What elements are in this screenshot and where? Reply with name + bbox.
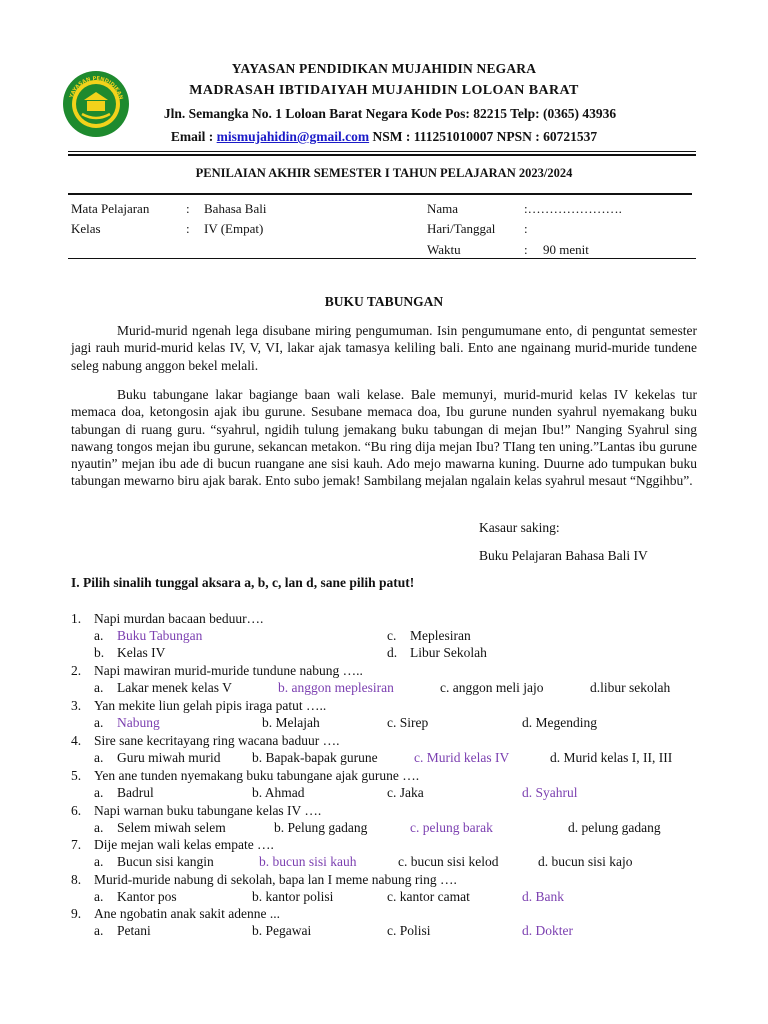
answer-option[interactable] [252,889,333,905]
question-number: 5. [71,768,82,783]
header-divider-thin [68,151,696,152]
option-letter: a. [94,680,104,695]
question-number: 4. [71,733,82,748]
option-text: c. Polisi [387,923,431,938]
option-text: b. kantor polisi [252,889,334,904]
option-letter: a. [94,820,104,835]
name-label: Nama [427,201,459,216]
question-number: 8. [71,872,82,887]
class-value: IV (Empat) [204,221,264,236]
question-number: 7. [71,837,82,852]
answer-option[interactable] [252,785,305,801]
option-letter: a. [94,854,104,869]
selected-option-text: Buku Tabungan [117,628,203,643]
selected-option-text: c. pelung barak [410,820,493,835]
subject-label: Mata Pelajaran [71,201,150,216]
answer-option[interactable] [262,715,320,731]
question-3 [71,698,326,714]
answer-option[interactable] [94,645,165,661]
option-text: Badrul [117,785,154,800]
answer-option[interactable] [387,889,470,905]
option-text: c. kantor camat [387,889,470,904]
option-text: Libur Sekolah [410,645,487,660]
answer-option[interactable] [387,628,471,644]
question-text: Yen ane tunden nyemakang buku tabungane ajak gurune …. [94,768,420,783]
question-number: 1. [71,611,82,626]
option-letter: d. [387,645,398,660]
option-text: d.libur sekolah [590,680,671,695]
info-divider [68,258,696,259]
subject-colon: : [186,201,190,216]
answer-option[interactable] [94,854,214,870]
option-text: c. Sirep [387,715,429,730]
question-4 [71,733,340,749]
answer-option[interactable] [568,820,661,836]
source-value: Buku Pelajaran Bahasa Bali IV [479,548,648,563]
option-text: d. Murid kelas I, II, III [550,750,673,765]
date-label: Hari/Tanggal [427,221,496,236]
option-text: Kelas IV [117,645,166,660]
school-ids: NSM : 111251010007 NPSN : 60721537 [369,129,598,144]
question-text: Sire sane kecritayang ring wacana baduur …. [94,733,340,748]
answer-option[interactable] [94,715,160,731]
answer-option[interactable] [538,854,633,870]
header-divider-thick [68,154,696,156]
reading-paragraph-1: Murid-murid ngenah lega disubane miring pengumuman. Isin pengumumane ento, di penguntat semester jagi rauh murid-murid kelas IV, V, VI, lakar ajak tamasya keliling bali. Ento ane ngainang murid-muride tundene seleg nabung anggon bekel melali. [71,323,697,373]
option-text: b. Melajah [262,715,320,730]
selected-option-text: d. Bank [522,889,564,904]
question-7 [71,837,274,853]
option-text: Lakar menek kelas V [117,680,232,695]
selected-option-text: d. Dokter [522,923,573,938]
option-letter: c. [387,628,397,643]
answer-option[interactable] [414,750,509,766]
question-text: Napi warnan buku tabungane kelas IV …. [94,803,322,818]
question-text: Yan mekite liun gelah pipis iraga patut ….. [94,698,327,713]
answer-option[interactable] [94,820,226,836]
question-5 [71,768,419,784]
time-value: 90 menit [543,242,589,257]
answer-option[interactable] [94,750,221,766]
answer-option[interactable] [522,923,573,939]
option-text: b. Pelung gadang [274,820,368,835]
answer-option[interactable] [410,820,493,836]
selected-option-text: Nabung [117,715,160,730]
question-8 [71,872,457,888]
answer-option[interactable] [252,923,311,939]
answer-option[interactable] [94,628,202,644]
school-seal-logo [62,70,130,138]
option-text: Kantor pos [117,889,177,904]
answer-option[interactable] [94,923,151,939]
question-text: Napi murdan bacaan beduur…. [94,611,264,626]
answer-option[interactable] [94,889,177,905]
selected-option-text: c. Murid kelas IV [414,750,510,765]
answer-option[interactable] [398,854,499,870]
answer-option[interactable] [94,680,232,696]
question-6 [71,803,321,819]
option-text: b. Pegawai [252,923,312,938]
answer-option[interactable] [522,715,597,731]
source-label: Kasaur saking: [479,520,560,535]
answer-option[interactable] [522,785,578,801]
exam-title: PENILAIAN AKHIR SEMESTER I TAHUN PELAJARAN 2023/2024 [195,166,573,180]
answer-option[interactable] [387,923,431,939]
option-text: c. Jaka [387,785,424,800]
question-9 [71,906,280,922]
foundation-name: YAYASAN PENDIDIKAN MUJAHIDIN NEGARA [231,61,537,76]
option-text: d. bucun sisi kajo [538,854,633,869]
answer-option[interactable] [440,680,543,696]
option-letter: a. [94,750,104,765]
question-number: 9. [71,906,82,921]
question-number: 3. [71,698,82,713]
option-text: Bucun sisi kangin [117,854,214,869]
title-divider [68,193,692,195]
email-label: Email : [170,129,217,144]
time-colon: : [524,242,528,257]
school-address: Jln. Semangka No. 1 Loloan Barat Negara Kode Pos: 82215 Telp: (0365) 43936 [163,106,617,121]
answer-option[interactable] [387,785,424,801]
option-text: c. bucun sisi kelod [398,854,499,869]
answer-option[interactable] [94,785,154,801]
option-text: b. Ahmad [252,785,305,800]
name-value: :…………………. [524,201,622,216]
section-instruction: I. Pilih sinalih tunggal aksara a, b, c, lan d, sane pilih patut! [71,575,415,590]
answer-option[interactable] [550,750,672,766]
option-text: Selem miwah selem [117,820,226,835]
option-letter: a. [94,628,104,643]
answer-option[interactable] [387,645,487,661]
option-letter: a. [94,785,104,800]
class-label: Kelas [71,221,101,236]
answer-option[interactable] [590,680,670,696]
option-text: Meplesiran [410,628,471,643]
reading-title: BUKU TABUNGAN [324,294,444,309]
school-name: MADRASAH IBTIDAIYAH MUJAHIDIN LOLOAN BARAT [189,83,579,98]
question-text: Dije mejan wali kelas empate …. [94,837,274,852]
option-text: c. anggon meli jajo [440,680,544,695]
selected-option-text: b. anggon meplesiran [278,680,394,695]
selected-option-text: b. bucun sisi kauh [259,854,357,869]
option-letter: a. [94,715,104,730]
option-text: b. Bapak-bapak gurune [252,750,378,765]
selected-option-text: d. Syahrul [522,785,578,800]
time-label: Waktu [427,242,461,257]
subject-value: Bahasa Bali [204,201,267,216]
question-text: Murid-muride nabung di sekolah, bapa lan I meme nabung ring …. [94,872,457,887]
question-1 [71,611,263,627]
option-text: Guru miwah murid [117,750,221,765]
answer-option[interactable] [522,889,564,905]
answer-option[interactable] [259,854,357,870]
option-text: d. pelung gadang [568,820,661,835]
date-value: : [524,221,528,236]
option-letter: b. [94,645,105,660]
question-number: 2. [71,663,82,678]
class-colon: : [186,221,190,236]
answer-option[interactable] [252,750,378,766]
question-text: Ane ngobatin anak sakit adenne ... [94,906,280,921]
answer-option[interactable] [278,680,394,696]
option-text: Petani [117,923,151,938]
question-number: 6. [71,803,82,818]
option-letter: a. [94,889,104,904]
email-link[interactable]: mismujahidin@gmail.com [216,129,370,144]
option-letter: a. [94,923,104,938]
reading-paragraph-2: Buku tabungane lakar bagiange baan wali kelase. Bale memunyi, murid-murid kelas IV kekelas tur memaca doa, ketongosin ajak ibu gurune. Sesubane memaca doa, Ibu gurune nunden syahrul nyemakang buku tabungan di ruang guru. “syahrul, ngidih tulung jemakang buku tabungan di mejan Ibu!” Nanging Syahrul sing nawang tongos mejan ibu gurune, sekancan metakon. “Bu ring dija mejan Ibu? TIang ten uning.”Lantas ibu gurune nyautin” mejan ibu ade di bucun ruangane ane sisi kauh. Ado mejo mawarna kuning. Duurne ado tumpukan buku tabungan mewarno biru ajak barak. Ento subo jemak! Sambilang mejalan ngalain kelas syahrul mesaut “Nggihbu”. [71,387,697,489]
question-text: Napi mawiran murid-muride tundune nabung ….. [94,663,363,678]
question-2 [71,663,363,679]
answer-option[interactable] [274,820,367,836]
option-text: d. Megending [522,715,597,730]
contact-line [0,129,768,145]
svg-text:YAYASAN PENDIDIKAN: YAYASAN PENDIDIKAN [68,75,124,101]
answer-option[interactable] [387,715,428,731]
